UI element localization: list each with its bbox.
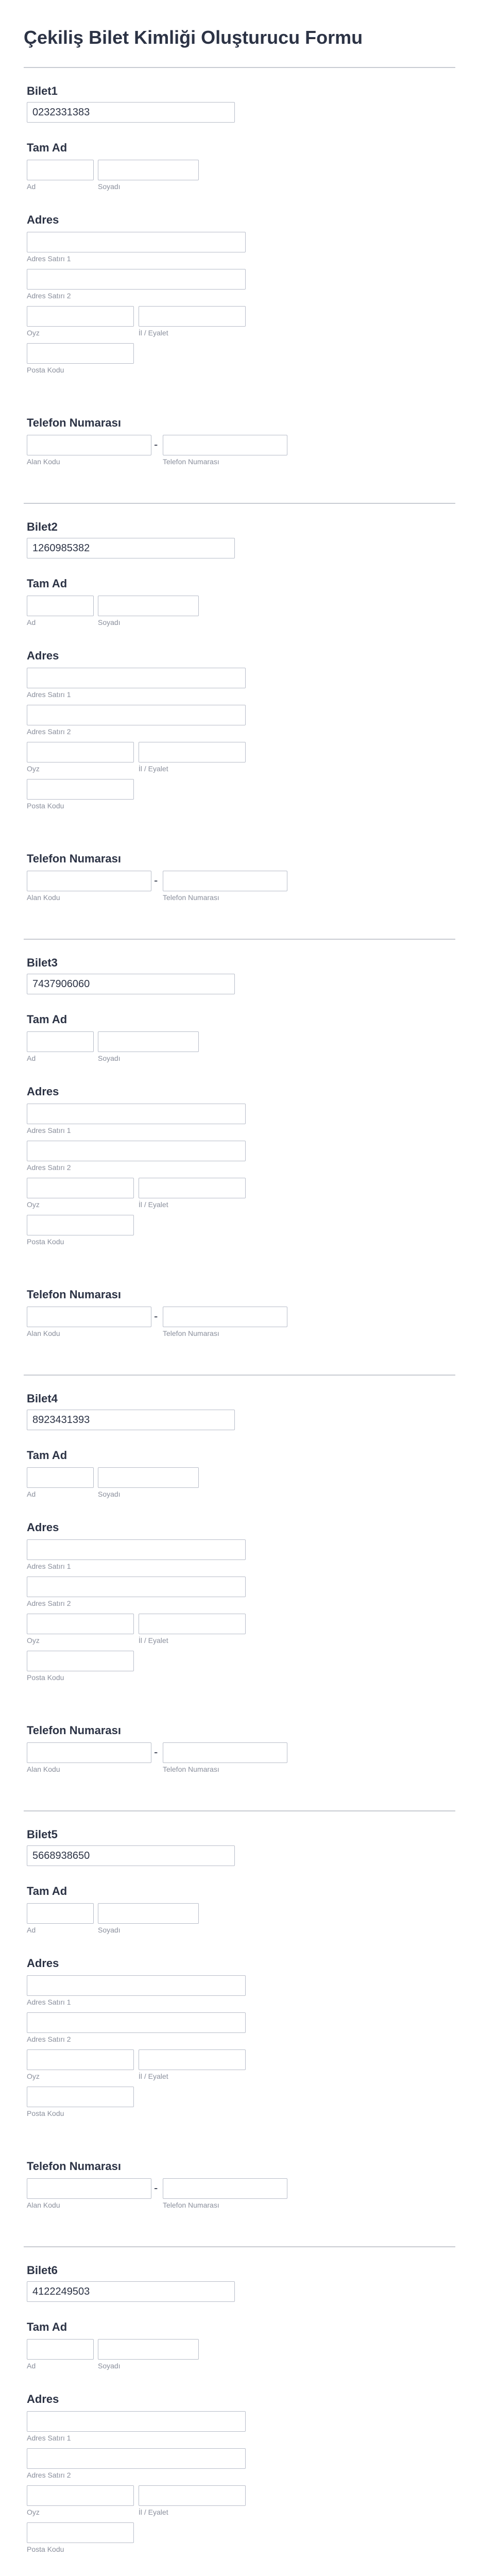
area-code-input[interactable] — [27, 871, 151, 891]
postal-code-sublabel: Posta Kodu — [27, 1673, 64, 1682]
last-name-input[interactable] — [98, 1467, 199, 1488]
city-input[interactable] — [27, 2485, 134, 2506]
street1-input[interactable] — [27, 1539, 246, 1560]
street2-input[interactable] — [27, 2448, 246, 2469]
address-label: Adres — [27, 213, 59, 226]
last-name-input[interactable] — [98, 1031, 199, 1052]
street1-input[interactable] — [27, 668, 246, 688]
street1-input[interactable] — [27, 232, 246, 252]
state-sublabel: İl / Eyalet — [139, 2072, 168, 2080]
ticket-id-input[interactable] — [27, 2281, 235, 2302]
phone-number-input[interactable] — [163, 435, 287, 455]
first-name-sublabel: Ad — [27, 182, 36, 191]
address-label: Adres — [27, 1085, 59, 1098]
phone-number-sublabel: Telefon Numarası — [163, 1765, 219, 1773]
ticket-section — [24, 67, 455, 503]
city-input[interactable] — [27, 742, 134, 762]
ticket-id-input[interactable] — [27, 1410, 235, 1430]
street1-sublabel: Adres Satırı 1 — [27, 690, 71, 699]
phone-number-input[interactable] — [163, 1742, 287, 1763]
full-name-label: Tam Ad — [27, 2320, 67, 2333]
city-sublabel: Oyz — [27, 2508, 40, 2516]
phone-dash: - — [154, 1745, 158, 1758]
city-sublabel: Oyz — [27, 2072, 40, 2080]
state-sublabel: İl / Eyalet — [139, 1200, 168, 1209]
city-input[interactable] — [27, 1178, 134, 1198]
ticket-label: Bilet1 — [27, 84, 58, 97]
address-label: Adres — [27, 2393, 59, 2405]
phone-label: Telefon Numarası — [27, 1288, 121, 1301]
phone-label: Telefon Numarası — [27, 852, 121, 865]
street1-sublabel: Adres Satırı 1 — [27, 1998, 71, 2006]
phone-number-sublabel: Telefon Numarası — [163, 893, 219, 902]
phone-number-sublabel: Telefon Numarası — [163, 457, 219, 466]
ticket-label: Bilet6 — [27, 2264, 58, 2277]
first-name-sublabel: Ad — [27, 1926, 36, 1934]
area-code-sublabel: Alan Kodu — [27, 1765, 60, 1773]
city-input[interactable] — [27, 1614, 134, 1634]
area-code-input[interactable] — [27, 1307, 151, 1327]
street2-input[interactable] — [27, 2012, 246, 2033]
postal-code-input[interactable] — [27, 343, 134, 364]
phone-dash: - — [154, 874, 158, 887]
area-code-sublabel: Alan Kodu — [27, 2201, 60, 2209]
street2-sublabel: Adres Satırı 2 — [27, 1163, 71, 1172]
first-name-sublabel: Ad — [27, 1054, 36, 1062]
street1-input[interactable] — [27, 1104, 246, 1124]
area-code-sublabel: Alan Kodu — [27, 1329, 60, 1337]
ticket-id-input[interactable] — [27, 974, 235, 994]
area-code-input[interactable] — [27, 2178, 151, 2199]
ticket-sections — [24, 67, 455, 2576]
first-name-input[interactable] — [27, 1467, 94, 1488]
ticket-label: Bilet4 — [27, 1392, 58, 1405]
full-name-label: Tam Ad — [27, 1013, 67, 1026]
street2-sublabel: Adres Satırı 2 — [27, 727, 71, 736]
ticket-id-input[interactable] — [27, 1845, 235, 1866]
address-label: Adres — [27, 649, 59, 662]
state-input[interactable] — [139, 2049, 246, 2070]
ticket-label: Bilet2 — [27, 520, 58, 533]
street1-sublabel: Adres Satırı 1 — [27, 2434, 71, 2442]
state-sublabel: İl / Eyalet — [139, 329, 168, 337]
ticket-section — [24, 2246, 455, 2576]
last-name-sublabel: Soyadı — [98, 1926, 121, 1934]
form-title: Çekiliş Bilet Kimliği Oluşturucu Formu — [24, 27, 363, 48]
full-name-label: Tam Ad — [27, 577, 67, 590]
phone-dash: - — [154, 1310, 158, 1323]
full-name-label: Tam Ad — [27, 1449, 67, 1462]
area-code-sublabel: Alan Kodu — [27, 893, 60, 902]
street1-sublabel: Adres Satırı 1 — [27, 1126, 71, 1134]
state-input[interactable] — [139, 1178, 246, 1198]
street1-input[interactable] — [27, 1975, 246, 1996]
area-code-input[interactable] — [27, 1742, 151, 1763]
address-label: Adres — [27, 1957, 59, 1970]
phone-label: Telefon Numarası — [27, 416, 121, 429]
city-input[interactable] — [27, 2049, 134, 2070]
first-name-input[interactable] — [27, 2339, 94, 2360]
last-name-sublabel: Soyadı — [98, 618, 121, 626]
phone-dash: - — [154, 438, 158, 451]
last-name-input[interactable] — [98, 596, 199, 616]
last-name-input[interactable] — [98, 2339, 199, 2360]
state-input[interactable] — [139, 306, 246, 327]
city-input[interactable] — [27, 306, 134, 327]
ticket-section — [24, 939, 455, 1375]
phone-number-input[interactable] — [163, 2178, 287, 2199]
first-name-input[interactable] — [27, 160, 94, 180]
street2-sublabel: Adres Satırı 2 — [27, 2471, 71, 2479]
city-sublabel: Oyz — [27, 1636, 40, 1645]
postal-code-sublabel: Posta Kodu — [27, 802, 64, 810]
ticket-label: Bilet3 — [27, 956, 58, 969]
city-sublabel: Oyz — [27, 1200, 40, 1209]
street1-sublabel: Adres Satırı 1 — [27, 255, 71, 263]
phone-number-sublabel: Telefon Numarası — [163, 2201, 219, 2209]
first-name-sublabel: Ad — [27, 618, 36, 626]
ticket-id-input[interactable] — [27, 102, 235, 123]
area-code-sublabel: Alan Kodu — [27, 457, 60, 466]
ticket-label: Bilet5 — [27, 1828, 58, 1841]
phone-number-input[interactable] — [163, 1307, 287, 1327]
ticket-section — [24, 503, 455, 939]
first-name-input[interactable] — [27, 1903, 94, 1924]
address-label: Adres — [27, 1521, 59, 1534]
postal-code-sublabel: Posta Kodu — [27, 2545, 64, 2553]
last-name-sublabel: Soyadı — [98, 1054, 121, 1062]
phone-number-input[interactable] — [163, 871, 287, 891]
full-name-label: Tam Ad — [27, 141, 67, 154]
street1-sublabel: Adres Satırı 1 — [27, 1562, 71, 1570]
street2-input[interactable] — [27, 1141, 246, 1161]
state-sublabel: İl / Eyalet — [139, 2508, 168, 2516]
phone-label: Telefon Numarası — [27, 1724, 121, 1737]
last-name-sublabel: Soyadı — [98, 2362, 121, 2370]
phone-dash: - — [154, 2181, 158, 2194]
last-name-sublabel: Soyadı — [98, 1490, 121, 1498]
city-sublabel: Oyz — [27, 329, 40, 337]
phone-label: Telefon Numarası — [27, 2160, 121, 2173]
street2-sublabel: Adres Satırı 2 — [27, 292, 71, 300]
city-sublabel: Oyz — [27, 765, 40, 773]
first-name-input[interactable] — [27, 596, 94, 616]
street2-sublabel: Adres Satırı 2 — [27, 2035, 71, 2043]
last-name-sublabel: Soyadı — [98, 182, 121, 191]
first-name-sublabel: Ad — [27, 2362, 36, 2370]
state-input[interactable] — [139, 742, 246, 762]
state-sublabel: İl / Eyalet — [139, 765, 168, 773]
postal-code-input[interactable] — [27, 1215, 134, 1235]
street1-input[interactable] — [27, 2411, 246, 2432]
area-code-input[interactable] — [27, 435, 151, 455]
postal-code-sublabel: Posta Kodu — [27, 1238, 64, 1246]
ticket-id-input[interactable] — [27, 538, 235, 558]
postal-code-input[interactable] — [27, 2087, 134, 2107]
state-sublabel: İl / Eyalet — [139, 1636, 168, 1645]
first-name-sublabel: Ad — [27, 1490, 36, 1498]
postal-code-input[interactable] — [27, 779, 134, 800]
street2-input[interactable] — [27, 705, 246, 725]
state-input[interactable] — [139, 1614, 246, 1634]
street2-input[interactable] — [27, 1577, 246, 1597]
postal-code-sublabel: Posta Kodu — [27, 366, 64, 374]
street2-sublabel: Adres Satırı 2 — [27, 1599, 71, 1607]
full-name-label: Tam Ad — [27, 1885, 67, 1897]
last-name-input[interactable] — [98, 160, 199, 180]
last-name-input[interactable] — [98, 1903, 199, 1924]
phone-number-sublabel: Telefon Numarası — [163, 1329, 219, 1337]
state-input[interactable] — [139, 2485, 246, 2506]
first-name-input[interactable] — [27, 1031, 94, 1052]
ticket-section — [24, 1810, 455, 2246]
street2-input[interactable] — [27, 269, 246, 290]
postal-code-input[interactable] — [27, 1651, 134, 1671]
postal-code-input[interactable] — [27, 2522, 134, 2543]
postal-code-sublabel: Posta Kodu — [27, 2109, 64, 2117]
ticket-section — [24, 1375, 455, 1810]
